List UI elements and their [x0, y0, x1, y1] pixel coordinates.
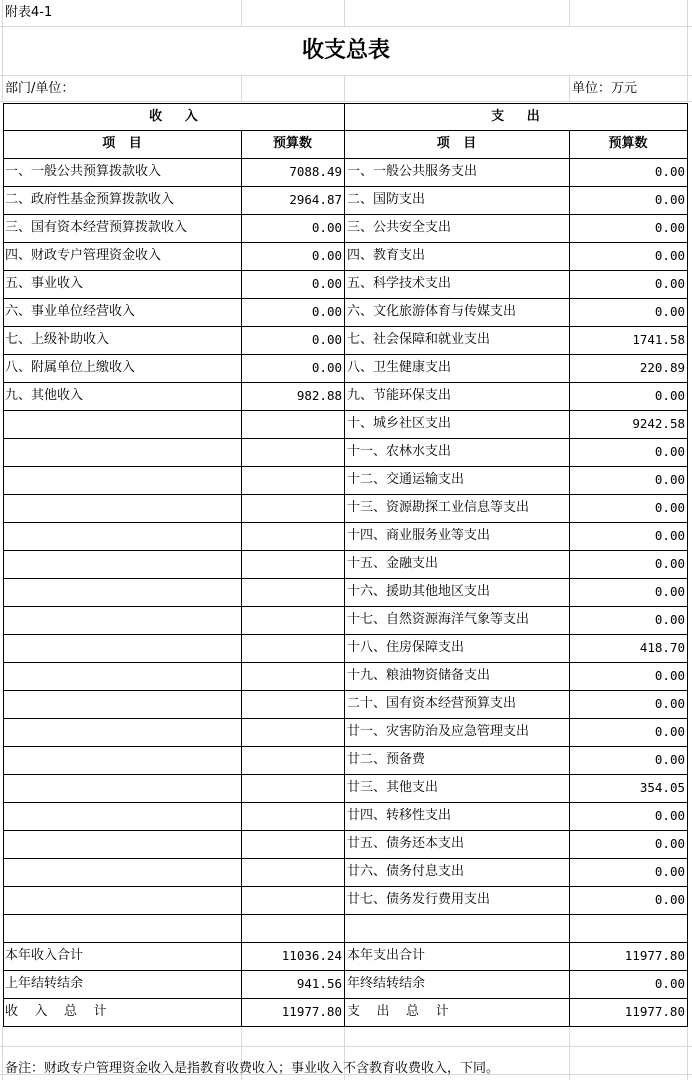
income-budget-value [241, 802, 342, 829]
income-budget-value: 941.56 [296, 976, 342, 991]
expense-budget-value: 9242.58 [632, 416, 685, 431]
expense-budget-value: 0.00 [654, 864, 685, 879]
income-budget-value [241, 522, 342, 549]
expense-budget-value: 0.00 [654, 724, 685, 739]
income-budget-value [241, 858, 342, 885]
expense-item: 六、文化旅游体育与传媒支出 [347, 304, 517, 319]
expense-item: 本年支出合计 [347, 948, 426, 963]
expense-budget-value: 354.05 [639, 780, 685, 795]
income-item [5, 606, 239, 633]
expense-budget-value: 0.00 [654, 192, 685, 207]
expense-item: 十三、资源勘探工业信息等支出 [347, 500, 530, 515]
expense-budget-value: 0.00 [654, 388, 685, 403]
expense-budget-value: 0.00 [654, 584, 685, 599]
expense-budget-value: 220.89 [639, 360, 685, 375]
income-budget-value [241, 718, 342, 745]
expense-budget-value: 11977.80 [624, 948, 685, 963]
expense-budget-value: 0.00 [654, 668, 685, 683]
income-budget-value: 0.00 [311, 304, 342, 319]
expense-item: 八、卫生健康支出 [347, 360, 452, 375]
income-item-header: 项 目 [102, 136, 142, 151]
expense-item [347, 914, 567, 941]
income-budget-value [241, 886, 342, 913]
income-budget-value [241, 550, 342, 577]
income-item: 本年收入合计 [5, 948, 84, 963]
expense-item-header: 项 目 [436, 136, 477, 151]
income-budget-value: 11977.80 [281, 1004, 342, 1019]
income-budget-value: 0.00 [311, 360, 342, 375]
footnote: 备注：财政专户管理资金收入是指教育收费收入；事业收入不含教育收费收入，下同。 [5, 1061, 500, 1076]
expense-item: 十五、金融支出 [347, 556, 439, 571]
income-budget-value: 0.00 [311, 220, 342, 235]
expense-item: 十七、自然资源海洋气象等支出 [347, 612, 530, 627]
income-item [5, 662, 239, 689]
income-budget-value: 11036.24 [281, 948, 342, 963]
income-item [5, 830, 239, 857]
income-budget-value [241, 746, 342, 773]
income-budget-value [241, 662, 342, 689]
income-item [5, 746, 239, 773]
income-item [5, 914, 239, 941]
income-item: 八、附属单位上缴收入 [5, 360, 136, 375]
income-budget-value [241, 410, 342, 437]
department-label: 部门/单位： [5, 81, 75, 96]
expense-budget-value: 0.00 [654, 752, 685, 767]
expense-item: 廿二、预备费 [347, 752, 426, 767]
income-item: 三、国有资本经营预算拨款收入 [5, 220, 188, 235]
income-budget-value [241, 774, 342, 801]
expense-budget-value: 0.00 [654, 164, 685, 179]
income-budget-value [241, 690, 342, 717]
expense-budget-value: 0.00 [654, 808, 685, 823]
expense-budget-header: 预算数 [608, 136, 648, 151]
expense-item: 廿四、转移性支出 [347, 808, 452, 823]
income-item: 七、上级补助收入 [5, 332, 110, 347]
expense-budget-value: 1741.58 [632, 332, 685, 347]
income-item [5, 858, 239, 885]
expense-item: 十九、粮油物资储备支出 [347, 668, 491, 683]
income-item [5, 494, 239, 521]
expense-item: 支 出 总 计 [347, 1004, 449, 1019]
expense-section-header: 支 出 [491, 109, 540, 124]
expense-budget-value: 0.00 [654, 976, 685, 991]
expense-item: 廿五、债务还本支出 [347, 836, 465, 851]
income-item: 六、事业单位经营收入 [5, 304, 136, 319]
expense-item: 十一、农林水支出 [347, 444, 452, 459]
income-budget-value: 7088.49 [289, 164, 342, 179]
expense-item: 十二、交通运输支出 [347, 472, 465, 487]
expense-budget-value: 0.00 [654, 892, 685, 907]
income-item [5, 802, 239, 829]
expense-item: 九、节能环保支出 [347, 388, 452, 403]
expense-item: 年终结转结余 [347, 976, 426, 991]
income-budget-value [241, 578, 342, 605]
income-budget-value [241, 438, 342, 465]
expense-budget-value: 0.00 [654, 612, 685, 627]
income-item: 一、一般公共预算拨款收入 [5, 164, 162, 179]
income-item [5, 550, 239, 577]
expense-item: 廿六、债务付息支出 [347, 864, 465, 879]
expense-item: 十六、援助其他地区支出 [347, 584, 491, 599]
income-budget-value [241, 830, 342, 857]
expense-budget-value: 0.00 [654, 220, 685, 235]
income-item [5, 438, 239, 465]
expense-item: 廿一、灾害防治及应急管理支出 [347, 724, 530, 739]
income-budget-header: 预算数 [272, 136, 312, 151]
expense-budget-value [569, 914, 685, 941]
income-item [5, 774, 239, 801]
income-item [5, 522, 239, 549]
expense-item: 一、一般公共服务支出 [347, 164, 478, 179]
income-item: 二、政府性基金预算拨款收入 [5, 192, 175, 207]
income-item [5, 466, 239, 493]
expense-budget-value: 0.00 [654, 528, 685, 543]
expense-budget-value: 0.00 [654, 556, 685, 571]
expense-budget-value: 418.70 [639, 640, 685, 655]
expense-item: 五、科学技术支出 [347, 276, 452, 291]
expense-item: 三、公共安全支出 [347, 220, 452, 235]
expense-item: 二十、国有资本经营预算支出 [347, 696, 517, 711]
expense-budget-value: 0.00 [654, 248, 685, 263]
page-title: 收支总表 [301, 38, 390, 63]
income-item [5, 690, 239, 717]
expense-budget-value: 0.00 [654, 276, 685, 291]
expense-budget-value: 0.00 [654, 444, 685, 459]
income-budget-value [241, 606, 342, 633]
income-item [5, 578, 239, 605]
income-item: 四、财政专户管理资金收入 [5, 248, 162, 263]
expense-item: 十、城乡社区支出 [347, 416, 452, 431]
unit-label: 单位：万元 [572, 81, 638, 96]
income-item: 九、其他收入 [5, 388, 84, 403]
expense-item: 十四、商业服务业等支出 [347, 528, 491, 543]
income-section-header: 收 入 [149, 109, 198, 124]
income-budget-value: 0.00 [311, 332, 342, 347]
income-budget-value: 0.00 [311, 276, 342, 291]
expense-budget-value: 0.00 [654, 472, 685, 487]
income-budget-value: 2964.87 [289, 192, 342, 207]
expense-item: 七、社会保障和就业支出 [347, 332, 491, 347]
expense-item: 廿七、债务发行费用支出 [347, 892, 491, 907]
income-budget-value [241, 914, 342, 941]
income-item [5, 718, 239, 745]
income-item [5, 886, 239, 913]
income-budget-value [241, 494, 342, 521]
expense-budget-value: 0.00 [654, 500, 685, 515]
expense-budget-value: 0.00 [654, 836, 685, 851]
income-budget-value [241, 466, 342, 493]
attachment-label: 附表4-1 [5, 5, 53, 20]
expense-budget-value: 0.00 [654, 304, 685, 319]
expense-item: 四、教育支出 [347, 248, 426, 263]
income-item: 上年结转结余 [5, 976, 84, 991]
income-budget-value: 982.88 [296, 388, 342, 403]
expense-budget-value: 11977.80 [624, 1004, 685, 1019]
expense-item: 十八、住房保障支出 [347, 640, 465, 655]
income-budget-value [241, 634, 342, 661]
income-item [5, 410, 239, 437]
income-budget-value: 0.00 [311, 248, 342, 263]
income-item: 收 入 总 计 [5, 1004, 107, 1019]
expense-item: 二、国防支出 [347, 192, 426, 207]
expense-item: 廿三、其他支出 [347, 780, 439, 795]
expense-budget-value: 0.00 [654, 696, 685, 711]
income-item: 五、事业收入 [5, 276, 84, 291]
income-item [5, 634, 239, 661]
